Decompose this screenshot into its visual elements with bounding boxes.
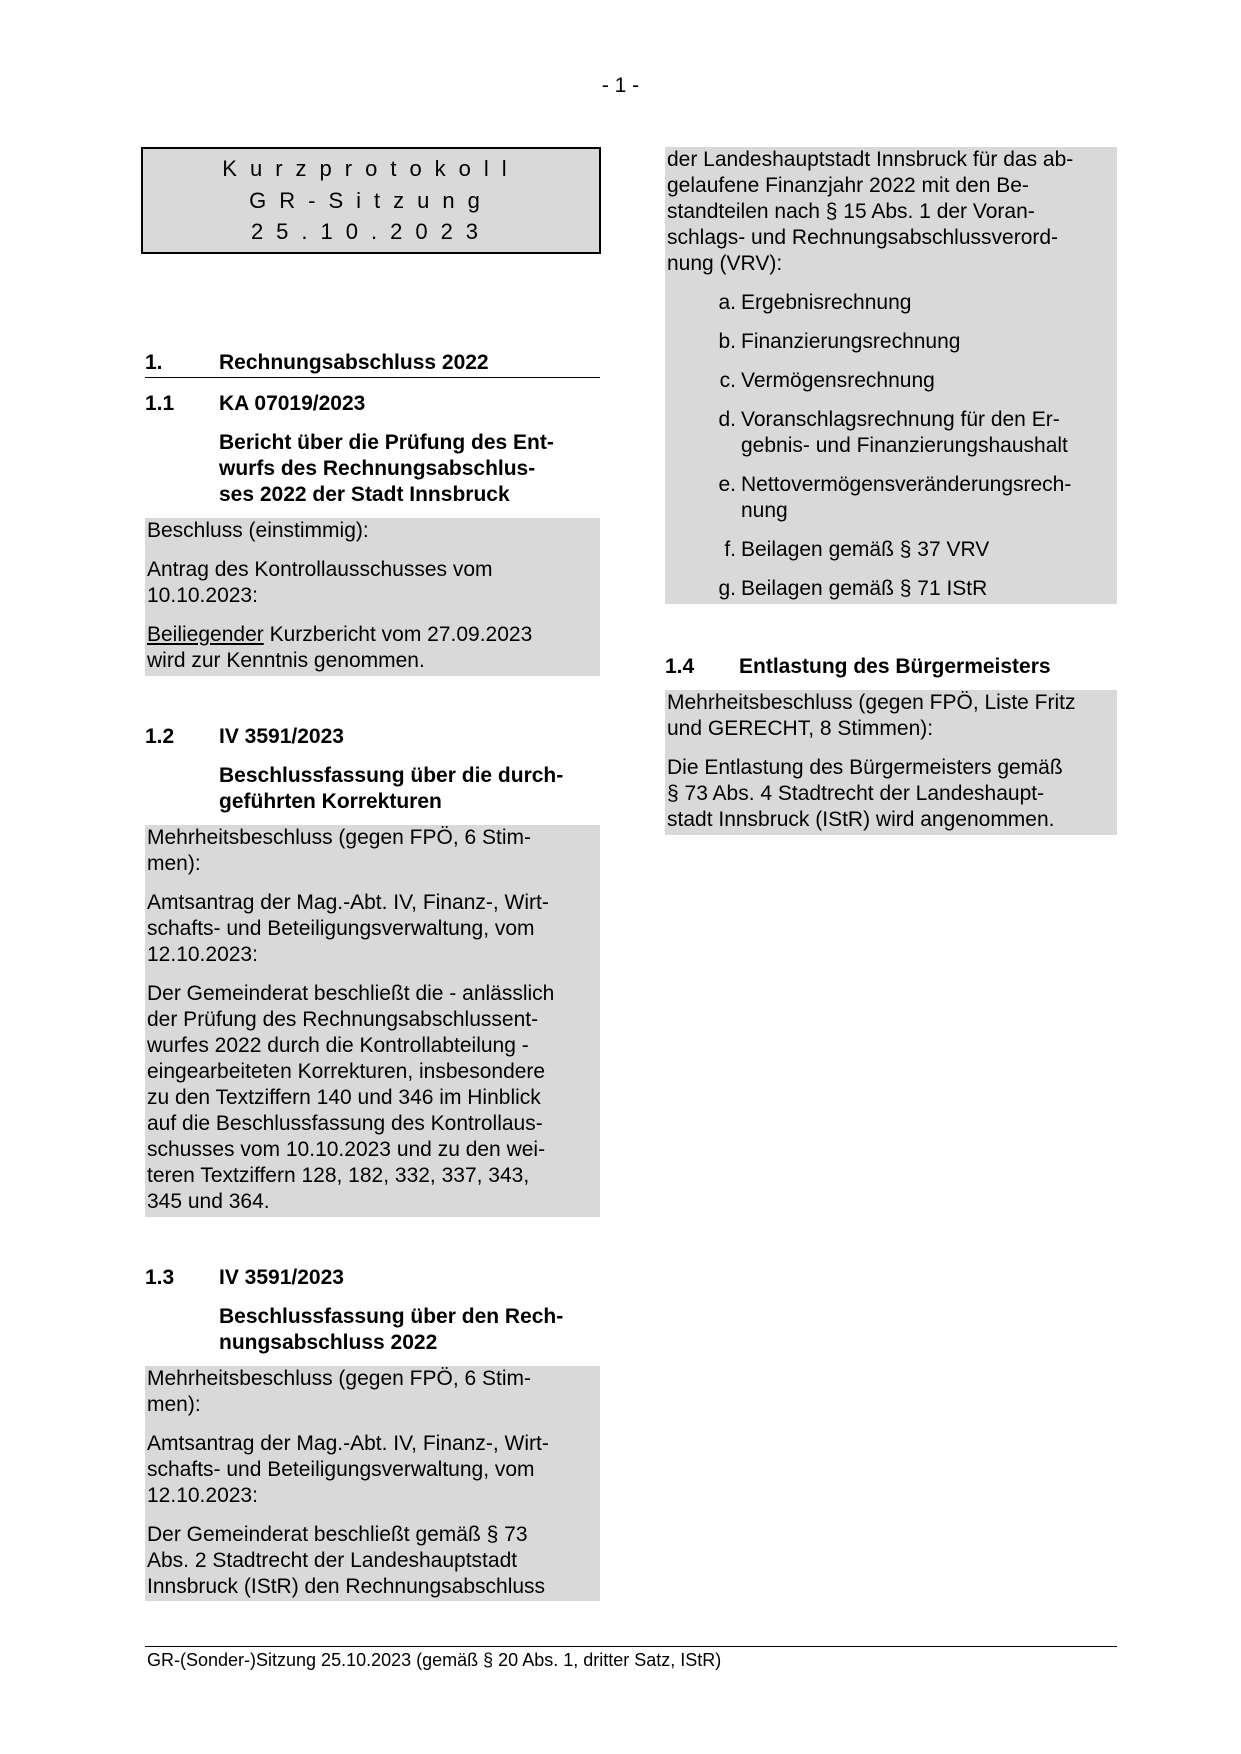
item-1-4-decision-block [665, 690, 1117, 835]
component-list [667, 290, 1115, 602]
subject-line: Beschlussfassung über den Rech- [219, 1305, 564, 1328]
item-1-3-heading [145, 1265, 600, 1291]
list-text: Vermögensrechnung [741, 369, 935, 392]
item-1-3-subject [145, 1304, 600, 1356]
body-line: standteilen nach § 15 Abs. 1 der Voran- [667, 200, 1035, 223]
list-item [667, 537, 1115, 563]
list-marker: a. [718, 291, 736, 314]
item-1-3-decision-block [145, 1366, 600, 1601]
decision-line: Mehrheitsbeschluss (gegen FPÖ, 6 Stim- [147, 1367, 531, 1390]
page-number: - 1 - [601, 74, 640, 97]
item-code: KA 07019/2023 [219, 392, 366, 415]
body-line: Der Gemeinderat beschließt gemäß § 73 [147, 1523, 528, 1546]
body-line: schusses vom 10.10.2023 und zu den wei- [147, 1138, 546, 1161]
list-text: Beilagen gemäß § 71 IStR [741, 577, 988, 600]
subject-line: geführten Korrekturen [219, 790, 442, 813]
body-line: wurfes 2022 durch die Kontrollabteilung - [147, 1034, 529, 1057]
motion-line: Amtsantrag der Mag.-Abt. IV, Finanz-, Wirt- [147, 891, 549, 914]
title-line-3: 25.10.2023 [250, 218, 492, 244]
item-1-4-heading [665, 654, 1117, 680]
item-number: 1.2 [145, 725, 175, 748]
list-text: Nettovermögensveränderungsrech- [741, 473, 1072, 496]
item-1-2-decision-block [145, 825, 600, 1217]
body-line: nung (VRV): [667, 252, 783, 275]
motion-line: 10.10.2023: [147, 584, 258, 607]
section-title: Rechnungsabschluss 2022 [219, 351, 489, 374]
item-code: IV 3591/2023 [219, 1266, 344, 1289]
list-item [667, 329, 1115, 355]
item-1-1-decision-block [145, 518, 600, 676]
motion-line: schafts- und Beteiligungsverwaltung, vom [147, 917, 535, 940]
list-item [667, 368, 1115, 394]
body-line: teren Textziffern 128, 182, 332, 337, 343, [147, 1164, 530, 1187]
list-text: Voranschlagsrechnung für den Er- [741, 408, 1060, 431]
subject-line: Bericht über die Prüfung des Ent- [219, 431, 554, 454]
list-marker: d. [718, 408, 736, 431]
title-box [141, 147, 601, 254]
item-number: 1.4 [665, 655, 695, 678]
body-line: schlags- und Rechnungsabschlussverord- [667, 226, 1059, 249]
section-number: 1. [145, 351, 163, 374]
body-line: Abs. 2 Stadtrecht der Landeshauptstadt [147, 1549, 518, 1572]
body-line: wird zur Kenntnis genommen. [147, 649, 425, 672]
body-line: eingearbeiteten Korrekturen, insbesondere [147, 1060, 546, 1083]
list-text: Beilagen gemäß § 37 VRV [741, 538, 990, 561]
list-text: Ergebnisrechnung [741, 291, 912, 314]
body-line: der Landeshauptstadt Innsbruck für das ab- [667, 148, 1074, 171]
page-footer: GR-(Sonder-)Sitzung 25.10.2023 (gemäß § 20 Abs. 1, dritter Satz, IStR) [147, 1650, 722, 1670]
body-line: zu den Textziffern 140 und 346 im Hinblick [147, 1086, 541, 1109]
motion-line: Amtsantrag der Mag.-Abt. IV, Finanz-, Wirt- [147, 1432, 549, 1455]
list-item [667, 290, 1115, 316]
list-text: gebnis- und Finanzierungshaushalt [741, 434, 1068, 457]
motion-line: 12.10.2023: [147, 943, 258, 966]
subject-line: wurfs des Rechnungsabschlus- [219, 457, 536, 480]
body-line: der Prüfung des Rechnungsabschlussent- [147, 1008, 539, 1031]
subject-line: Beschlussfassung über die durch- [219, 764, 564, 787]
subject-line: nungsabschluss 2022 [219, 1331, 438, 1354]
item-number: 1.3 [145, 1266, 175, 1289]
body-line: stadt Innsbruck (IStR) wird angenommen. [667, 808, 1055, 831]
underlined-word: Beiliegender [147, 623, 264, 646]
item-1-1-heading [145, 391, 600, 417]
item-1-3-continued-block [665, 147, 1117, 604]
right-column [665, 147, 1117, 835]
body-line: § 73 Abs. 4 Stadtrecht der Landeshaupt- [667, 782, 1045, 805]
motion-line: 12.10.2023: [147, 1484, 258, 1507]
list-marker: g. [718, 577, 736, 600]
list-item [667, 576, 1115, 602]
body-line: gelaufene Finanzjahr 2022 mit den Be- [667, 174, 1029, 197]
list-text: nung [741, 499, 788, 522]
item-1-2-subject [145, 763, 600, 815]
section-1-heading [145, 350, 600, 378]
body-text: Kurzbericht vom 27.09.2023 [263, 623, 533, 646]
list-marker: c. [719, 369, 736, 392]
decision-line: Mehrheitsbeschluss (gegen FPÖ, 6 Stim- [147, 826, 531, 849]
body-line: 345 und 364. [147, 1190, 270, 1213]
item-code: IV 3591/2023 [219, 725, 344, 748]
list-marker: f. [724, 538, 736, 561]
list-item [667, 407, 1115, 459]
motion-line: Antrag des Kontrollausschusses vom [147, 558, 493, 581]
body-line: Die Entlastung des Bürgermeisters gemäß [667, 756, 1063, 779]
decision-text: Beschluss (einstimmig): [147, 519, 369, 542]
decision-line: men): [147, 852, 201, 875]
body-line [147, 622, 598, 648]
item-1-1-subject [145, 430, 600, 508]
footer-rule [145, 1646, 1117, 1647]
list-marker: b. [718, 330, 736, 353]
title-line-1: Kurzprotokoll [222, 156, 520, 182]
left-column [145, 147, 600, 1601]
subject-line: ses 2022 der Stadt Innsbruck [219, 483, 510, 506]
body-line: Innsbruck (IStR) den Rechnungsabschluss [147, 1575, 546, 1598]
item-1-2-heading [145, 724, 600, 750]
list-text: Finanzierungsrechnung [741, 330, 961, 353]
list-item [667, 472, 1115, 524]
body-line: auf die Beschlussfassung des Kontrollaus- [147, 1112, 543, 1135]
body-line: Der Gemeinderat beschließt die - anlässlich [147, 982, 555, 1005]
decision-line: Mehrheitsbeschluss (gegen FPÖ, Liste Fritz [667, 691, 1076, 714]
title-line-2: GR-Sitzung [249, 187, 493, 213]
motion-line: schafts- und Beteiligungsverwaltung, vom [147, 1458, 535, 1481]
item-title: Entlastung des Bürgermeisters [739, 655, 1051, 678]
decision-line: und GERECHT, 8 Stimmen): [667, 717, 934, 740]
item-number: 1.1 [145, 392, 175, 415]
decision-line: men): [147, 1393, 201, 1416]
list-marker: e. [718, 473, 736, 496]
